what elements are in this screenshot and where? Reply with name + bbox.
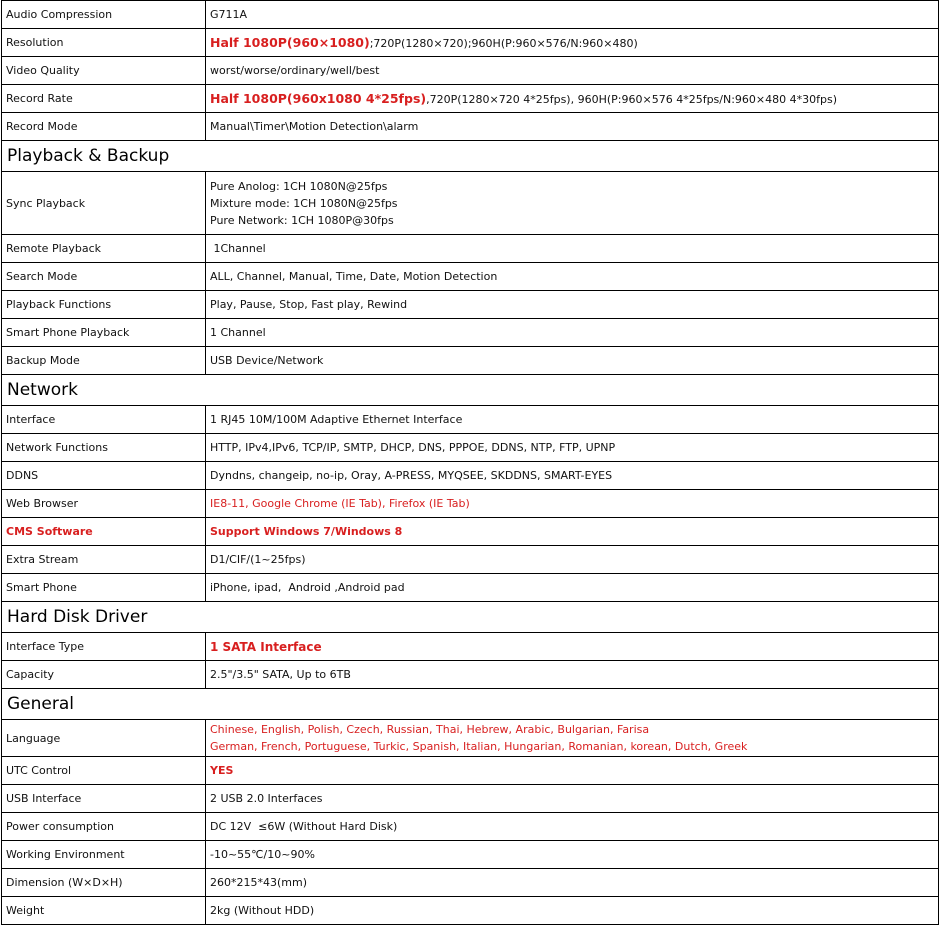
spec-row-weight [2, 897, 939, 925]
spec-row-usb-interface [2, 785, 939, 813]
spec-row-interface-type [2, 633, 939, 661]
spec-value: 260*215*43(mm) [206, 869, 939, 897]
spec-value: Manual\Timer\Motion Detection\alarm [206, 113, 939, 141]
spec-row-dimension [2, 869, 939, 897]
spec-label: Dimension (W×D×H) [2, 869, 206, 897]
spec-value: Play, Pause, Stop, Fast play, Rewind [206, 291, 939, 319]
spec-value: Support Windows 7/Windows 8 [206, 518, 939, 546]
section-header-network [2, 375, 939, 406]
spec-row-web-browser [2, 490, 939, 518]
spec-label: USB Interface [2, 785, 206, 813]
spec-row-remote-playback [2, 235, 939, 263]
spec-row-extra-stream [2, 546, 939, 574]
spec-label: Language [2, 720, 206, 757]
spec-value-rest: ,720P(1280×720 4*25fps), 960H(P:960×576 4*25fps/N:960×480 4*30fps) [426, 93, 837, 106]
spec-value: HTTP, IPv4,IPv6, TCP/IP, SMTP, DHCP, DNS, PPPOE, DDNS, NTP, FTP, UPNP [206, 434, 939, 462]
section-header-hdd [2, 602, 939, 633]
spec-row-smart-phone-playback [2, 319, 939, 347]
spec-row-playback-functions [2, 291, 939, 319]
spec-label: Smart Phone [2, 574, 206, 602]
spec-row-ddns [2, 462, 939, 490]
spec-value [206, 29, 939, 57]
spec-label: Resolution [2, 29, 206, 57]
spec-value-line: Pure Network: 1CH 1080P@30fps [210, 213, 394, 227]
spec-value: D1/CIF/(1~25fps) [206, 546, 939, 574]
spec-label: Record Mode [2, 113, 206, 141]
spec-row-backup-mode [2, 347, 939, 375]
spec-label: Backup Mode [2, 347, 206, 375]
spec-value: IE8-11, Google Chrome (IE Tab), Firefox (IE Tab) [206, 490, 939, 518]
spec-value-line: German, French, Portuguese, Turkic, Spanish, Italian, Hungarian, Romanian, korean, Dutch, Greek [210, 740, 748, 753]
section-header-playback [2, 141, 939, 172]
spec-value [206, 172, 939, 235]
spec-value: Dyndns, changeip, no-ip, Oray, A-PRESS, MYQSEE, SKDDNS, SMART-EYES [206, 462, 939, 490]
spec-label: Search Mode [2, 263, 206, 291]
spec-value-line: Pure Anolog: 1CH 1080N@25fps [210, 179, 388, 193]
spec-value: -10~55℃/10~90% [206, 841, 939, 869]
spec-table [1, 0, 939, 925]
spec-value-line: Chinese, English, Polish, Czech, Russian, Thai, Hebrew, Arabic, Bulgarian, Farisa [210, 723, 650, 736]
spec-label: Playback Functions [2, 291, 206, 319]
spec-value: 1 SATA Interface [206, 633, 939, 661]
spec-value: YES [206, 757, 939, 785]
spec-value: ALL, Channel, Manual, Time, Date, Motion Detection [206, 263, 939, 291]
spec-label: Audio Compression [2, 1, 206, 29]
spec-row-record-mode [2, 113, 939, 141]
spec-value-rest: ;720P(1280×720);960H(P:960×576/N:960×480) [369, 37, 638, 50]
spec-value: iPhone, ipad, Android ,Android pad [206, 574, 939, 602]
spec-value: USB Device/Network [206, 347, 939, 375]
spec-row-interface [2, 406, 939, 434]
spec-value-line: Mixture mode: 1CH 1080N@25fps [210, 196, 398, 210]
spec-label: UTC Control [2, 757, 206, 785]
spec-value: 2.5"/3.5" SATA, Up to 6TB [206, 661, 939, 689]
spec-label: Network Functions [2, 434, 206, 462]
spec-label: Extra Stream [2, 546, 206, 574]
spec-value [206, 720, 939, 757]
spec-label: Remote Playback [2, 235, 206, 263]
spec-label: Power consumption [2, 813, 206, 841]
spec-label: Working Environment [2, 841, 206, 869]
spec-label: Capacity [2, 661, 206, 689]
spec-value: G711A [206, 1, 939, 29]
spec-row-sync-playback [2, 172, 939, 235]
spec-value: DC 12V ≤6W (Without Hard Disk) [206, 813, 939, 841]
section-title: Playback & Backup [2, 141, 939, 172]
spec-row-network-functions [2, 434, 939, 462]
spec-value: 1 RJ45 10M/100M Adaptive Ethernet Interface [206, 406, 939, 434]
highlight-text: Half 1080P(960×1080) [210, 35, 370, 50]
spec-label: Interface Type [2, 633, 206, 661]
spec-row-power-consumption [2, 813, 939, 841]
spec-value: 1Channel [206, 235, 939, 263]
section-header-general [2, 689, 939, 720]
spec-value: 2kg (Without HDD) [206, 897, 939, 925]
highlight-text: Half 1080P(960x1080 4*25fps) [210, 91, 427, 106]
spec-row-resolution [2, 29, 939, 57]
spec-row-search-mode [2, 263, 939, 291]
section-title: Hard Disk Driver [2, 602, 939, 633]
spec-row-video-quality [2, 57, 939, 85]
spec-value: 1 Channel [206, 319, 939, 347]
spec-row-record-rate [2, 85, 939, 113]
spec-label: DDNS [2, 462, 206, 490]
spec-label: Weight [2, 897, 206, 925]
section-title: Network [2, 375, 939, 406]
spec-label: Record Rate [2, 85, 206, 113]
spec-label: Video Quality [2, 57, 206, 85]
spec-row-smart-phone [2, 574, 939, 602]
spec-row-language [2, 720, 939, 757]
spec-value: 2 USB 2.0 Interfaces [206, 785, 939, 813]
spec-label: Smart Phone Playback [2, 319, 206, 347]
spec-value [206, 85, 939, 113]
section-title: General [2, 689, 939, 720]
spec-row-cms-software [2, 518, 939, 546]
spec-value: worst/worse/ordinary/well/best [206, 57, 939, 85]
spec-label: CMS Software [2, 518, 206, 546]
spec-row-capacity [2, 661, 939, 689]
spec-row-audio-compression [2, 1, 939, 29]
spec-label: Interface [2, 406, 206, 434]
spec-row-utc-control [2, 757, 939, 785]
spec-label: Sync Playback [2, 172, 206, 235]
spec-label: Web Browser [2, 490, 206, 518]
spec-row-working-environment [2, 841, 939, 869]
